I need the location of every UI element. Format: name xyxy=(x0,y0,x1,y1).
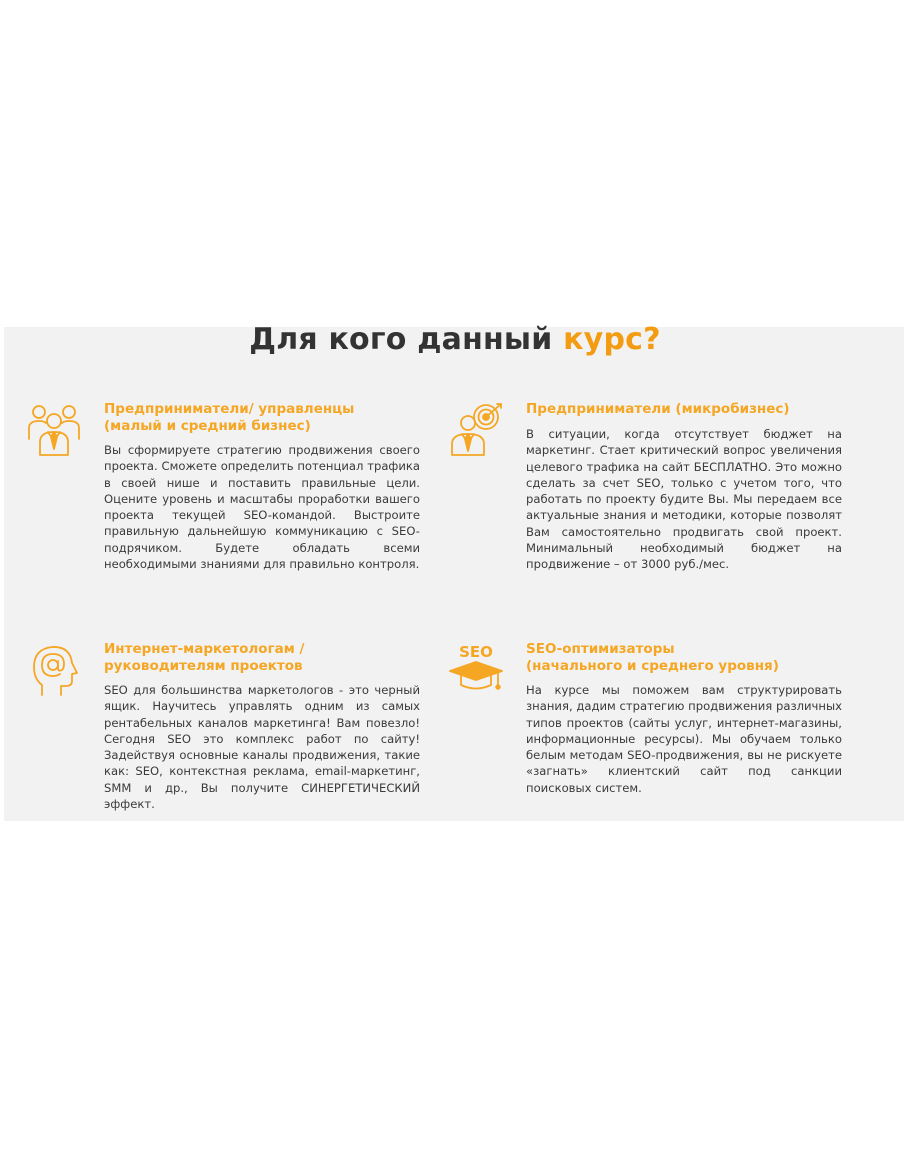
head-at-sign-icon xyxy=(26,641,82,697)
card-title-line: (начального и среднего уровня) xyxy=(526,658,779,674)
card-text: Вы сформируете стратегию продвижения своего проекта. Сможете определить потенциал трафика в своей нише и поставить правильные цели. Оцените уровень и масштабы проработки вашего проекта текущей SEO-командой. Выстроите правильную дальнейшую коммуникацию с SEO-подрячиком. Будете обладать всеми необходимыми знаниями для правильно контроля. xyxy=(104,443,420,572)
section-heading xyxy=(0,322,910,357)
heading-main: Для кого данный xyxy=(249,322,564,357)
card-title xyxy=(526,401,846,418)
target-businessman-icon xyxy=(448,401,504,457)
card-title-line: руководителям проектов xyxy=(104,658,303,674)
card-title-line: Предприниматели/ управленцы xyxy=(104,401,355,417)
seo-graduation-cap-icon xyxy=(448,641,504,697)
card-title xyxy=(526,641,846,675)
card-title-line: Предприниматели (микробизнес) xyxy=(526,401,790,417)
icon-label: SEO xyxy=(459,643,493,661)
team-people-icon xyxy=(26,401,82,457)
heading-accent: курс? xyxy=(563,322,661,357)
card-title-line: (малый и средний бизнес) xyxy=(104,418,311,434)
card-text: SEO для большинства маркетологов - это черный ящик. Научитесь управлять одним из самых рентабельных каналов маркетинга! Вам повезло! Сегодня SEO это комплекс работ по сайту! Задействуя основные каналы продвижения, такие как: SEO, контекстная реклама, email-маркетинг, SMM и др., Вы получите СИНЕРГЕТИЧЕСКИЙ эффект. xyxy=(104,683,420,812)
card-title xyxy=(104,641,424,675)
card-title xyxy=(104,401,424,435)
card-text: На курсе мы поможем вам структурировать знания, дадим стратегию продвижения различных типов проектов (сайты услуг, интернет-магазины, информационные ресурсы). Мы обучаем только белым методам SEO-продвижения, вы не рискуете «загнать» клиентский сайт под санкции поисковых систем. xyxy=(526,683,842,795)
card-text: В ситуации, когда отсутствует бюджет на маркетинг. Стает критический вопрос увеличения целевого трафика на сайт БЕСПЛАТНО. Это можно сделать за счет SEO, только с учетом того, что работать по проекту будите Вы. Мы передаем все актуальные знания и методики, которые позволят Вам самостоятельно продвигать свой проект. Минимальный необходимый бюджет на продвижение – от 3000 руб./мес. xyxy=(526,427,842,572)
card-title-line: SEO-оптимизаторы xyxy=(526,641,675,657)
card-title-line: Интернет-маркетологам / xyxy=(104,641,305,657)
